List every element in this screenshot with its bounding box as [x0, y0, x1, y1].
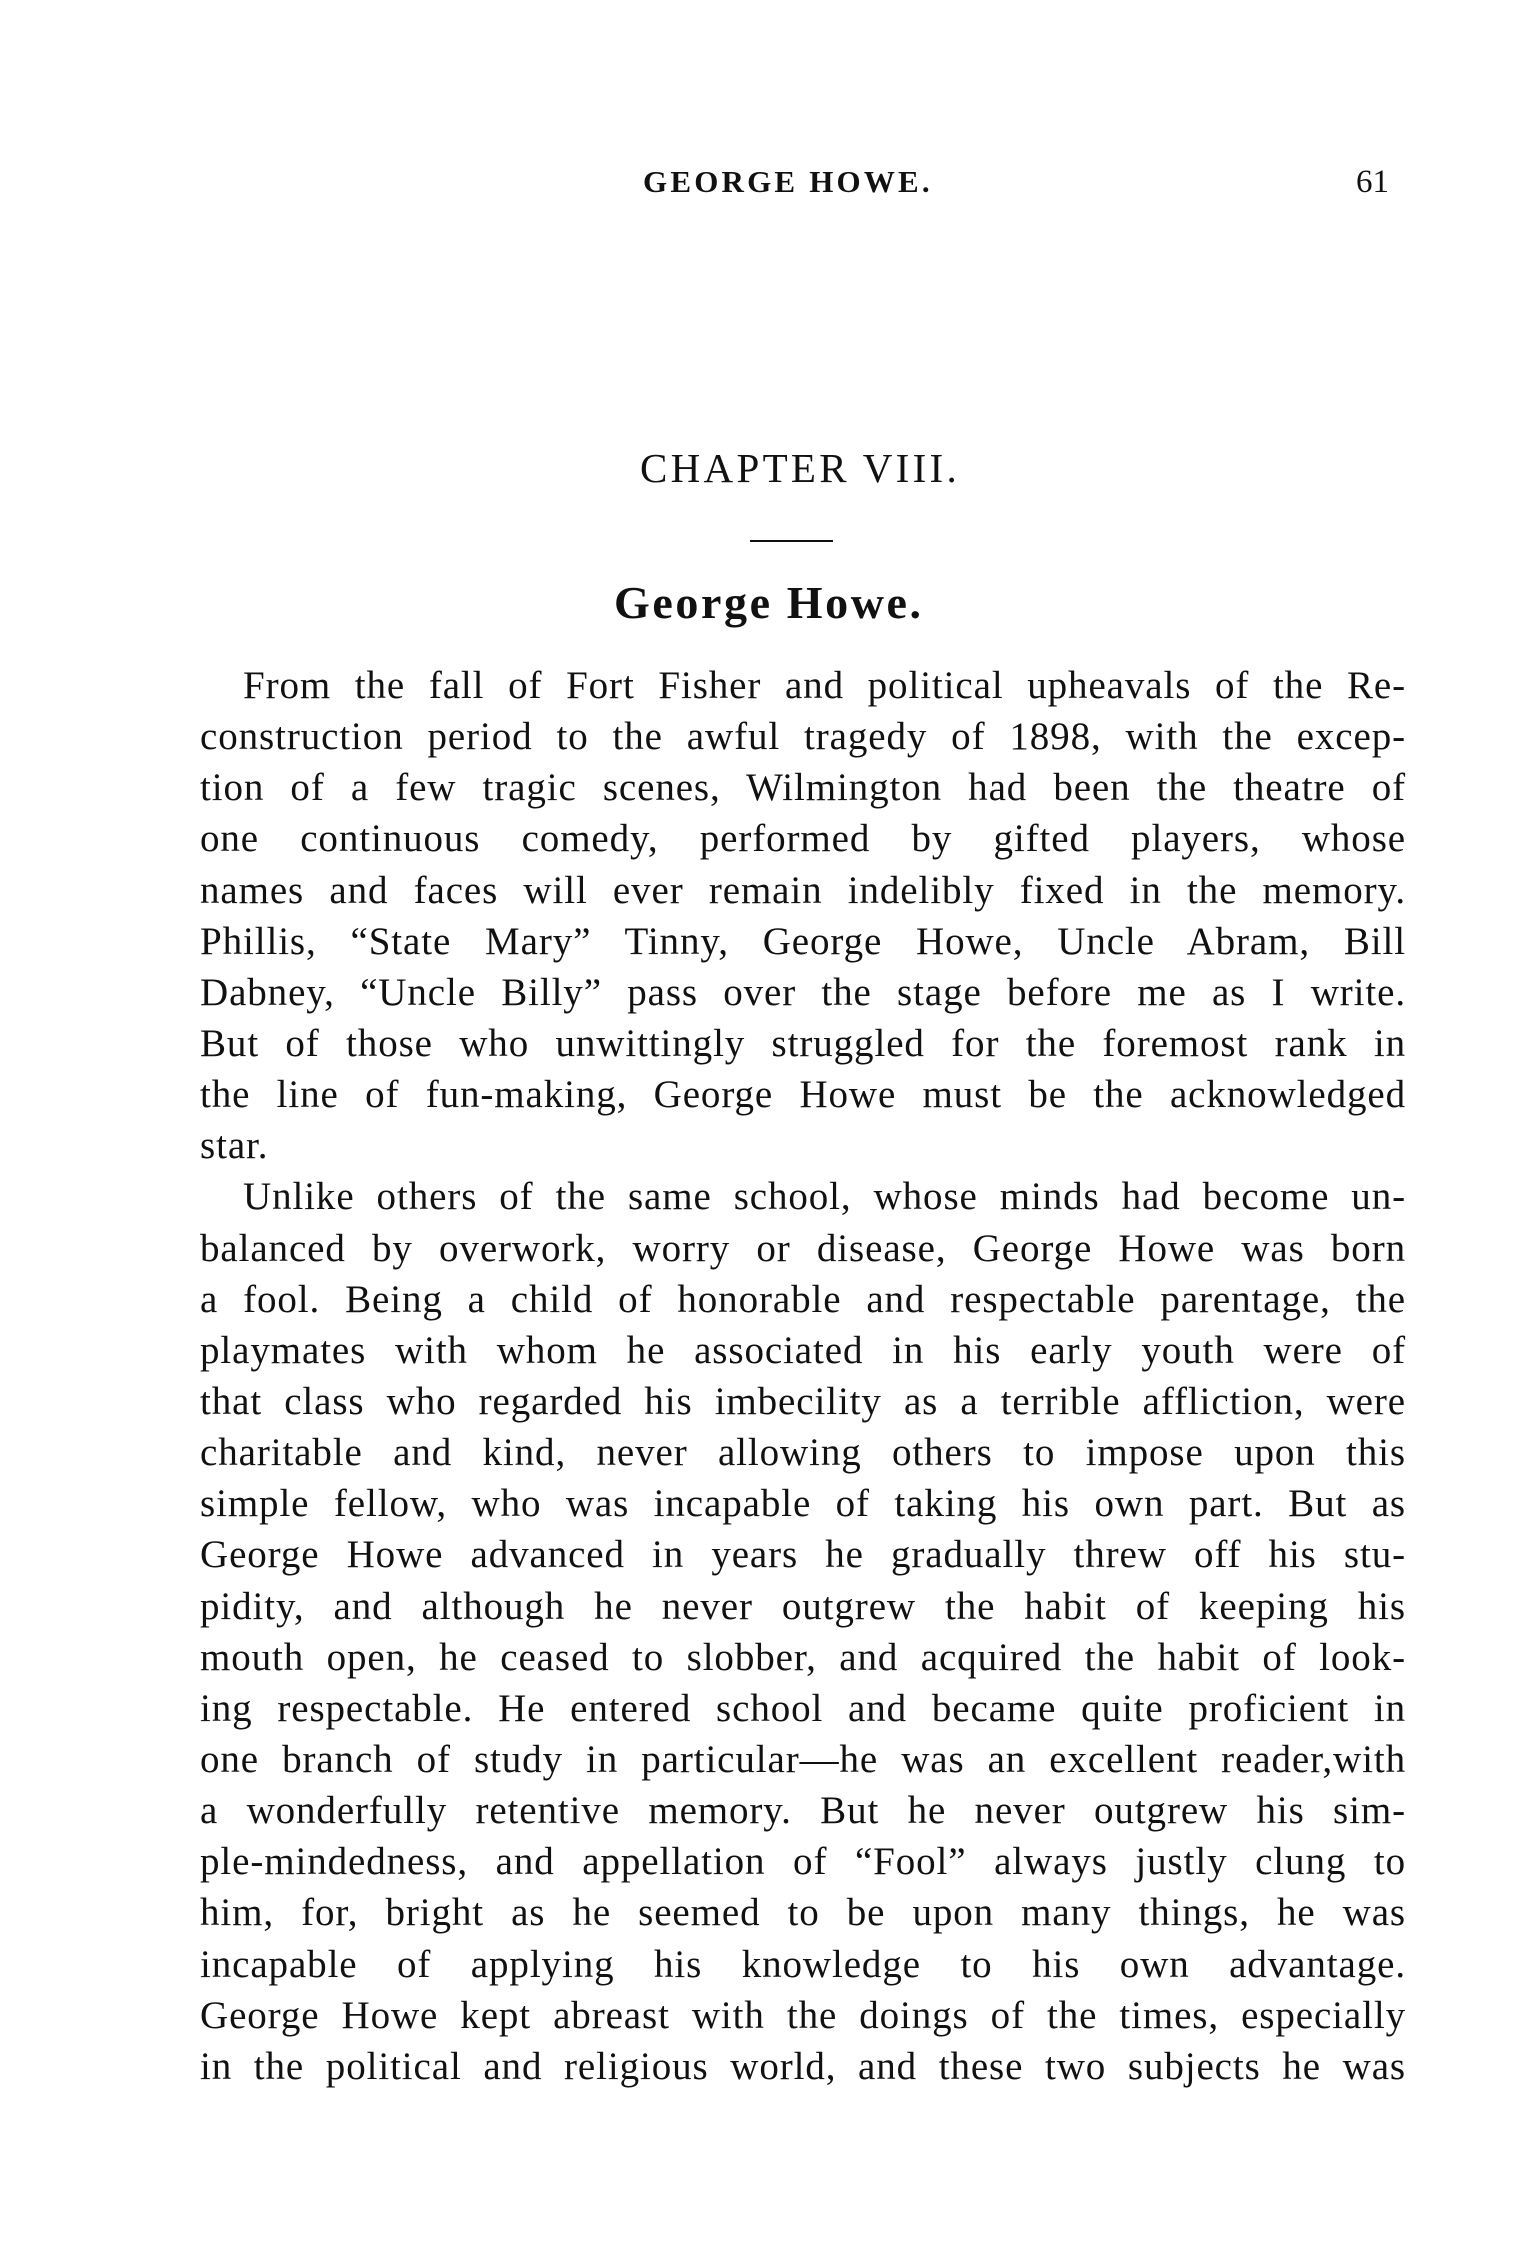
- chapter-body: [200, 660, 1406, 2092]
- text-line: construction period to the awful tragedy of 1898, with the excep-: [200, 715, 1406, 759]
- text-line: the line of fun-making, George Howe must be the acknowledged: [200, 1073, 1406, 1117]
- page-number: 61: [1356, 164, 1389, 200]
- paragraph: [200, 1171, 1406, 2092]
- paragraph: [200, 660, 1406, 1171]
- text-line: a fool. Being a child of honorable and respectable parentage, the: [200, 1277, 1406, 1321]
- text-line: star.: [200, 1124, 269, 1168]
- chapter-divider-rule: [750, 540, 833, 542]
- text-line: George Howe advanced in years he gradually threw off his stu-: [200, 1533, 1406, 1577]
- text-line: balanced by overwork, worry or disease, George Howe was born: [200, 1226, 1406, 1270]
- text-line: Dabney, “Uncle Billy” pass over the stage before me as I write.: [200, 970, 1406, 1014]
- text-line: Phillis, “State Mary” Tinny, George Howe, Uncle Abram, Bill: [200, 919, 1406, 963]
- text-line: pidity, and although he never outgrew the habit of keeping his: [200, 1584, 1406, 1628]
- text-line: ple-mindedness, and appellation of “Fool” always justly clung to: [200, 1840, 1406, 1884]
- text-line: names and faces will ever remain indelibly fixed in the memory.: [200, 868, 1406, 912]
- text-line: that class who regarded his imbecility as a terrible affliction, were: [200, 1379, 1406, 1423]
- text-line: incapable of applying his knowledge to his own advantage.: [200, 1942, 1406, 1986]
- chapter-heading: CHAPTER VIII.: [640, 445, 961, 491]
- text-line: But of those who unwittingly struggled for the foremost rank in: [200, 1021, 1406, 1065]
- running-head: GEORGE HOWE.: [643, 164, 933, 199]
- text-line: mouth open, he ceased to slobber, and acquired the habit of look-: [200, 1635, 1406, 1679]
- text-line: ing respectable. He entered school and became quite proficient in: [200, 1686, 1406, 1730]
- text-line: simple fellow, who was incapable of taking his own part. But as: [200, 1482, 1406, 1526]
- chapter-title: George Howe.: [614, 577, 924, 628]
- text-line: tion of a few tragic scenes, Wilmington had been the theatre of: [200, 766, 1406, 810]
- text-line: him, for, bright as he seemed to be upon many things, he was: [200, 1891, 1406, 1935]
- text-line: one continuous comedy, performed by gifted players, whose: [200, 817, 1406, 861]
- text-line: playmates with whom he associated in his early youth were of: [200, 1328, 1406, 1372]
- text-line: George Howe kept abreast with the doings of the times, especially: [200, 1993, 1406, 2037]
- text-line: Unlike others of the same school, whose minds had become un-: [243, 1175, 1406, 1219]
- text-line: one branch of study in particular—he was an excellent reader,with: [200, 1737, 1406, 1781]
- text-line: in the political and religious world, and these two subjects he was: [200, 2044, 1406, 2088]
- text-line: charitable and kind, never allowing others to impose upon this: [200, 1431, 1406, 1475]
- text-line: a wonderfully retentive memory. But he never outgrew his sim-: [200, 1789, 1406, 1833]
- text-line: From the fall of Fort Fisher and political upheavals of the Re-: [243, 664, 1406, 707]
